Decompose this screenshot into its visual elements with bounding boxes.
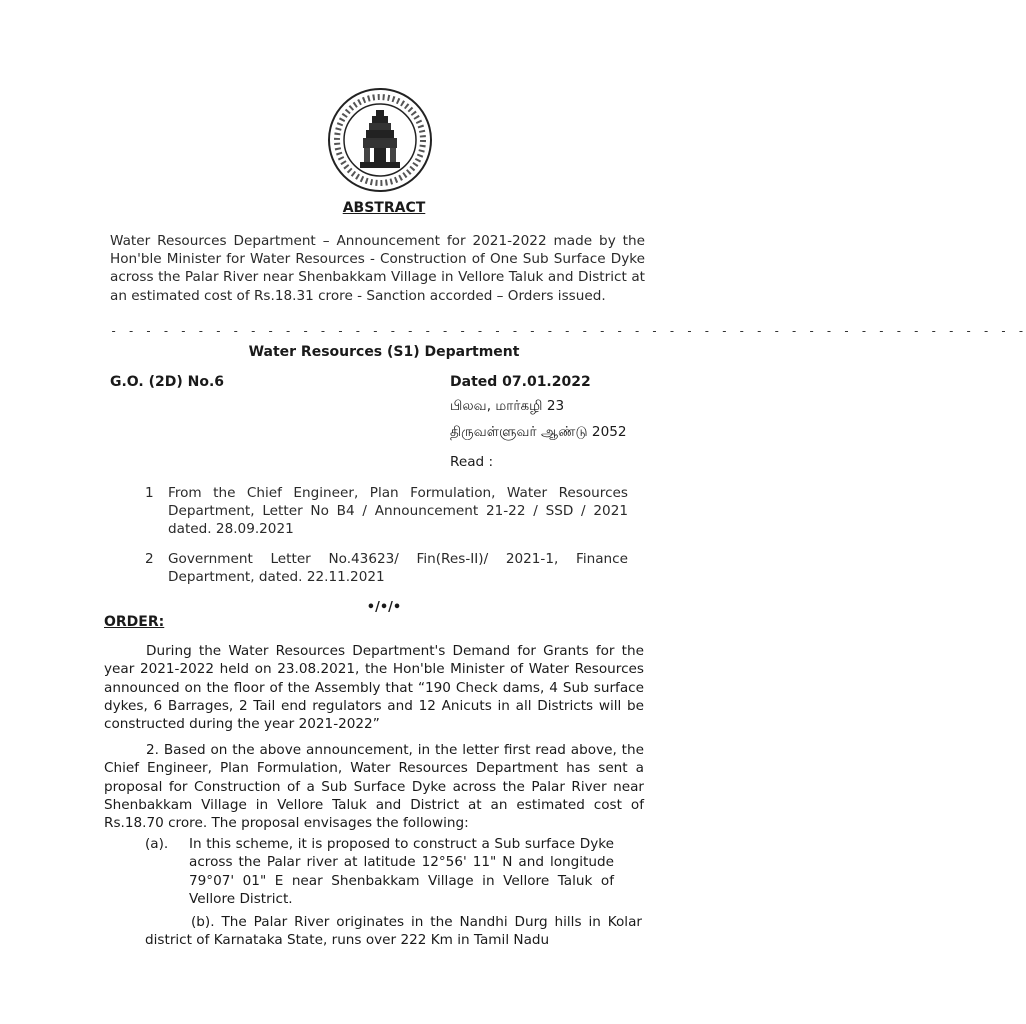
tamil-year: திருவள்ளுவர் ஆண்டு 2052 [450,424,627,440]
abstract-title: ABSTRACT [342,200,426,216]
order-paragraph: During the Water Resources Department's Demand for Grants for the year 2021-2022 held on 23.08.2021, the Hon'ble Minister of Water Resources announced on the floor of the Assembly that “190 Check dams, 4 Sub surface dykes, 6 Barrages, 2 Tail end regulators and 12 Anicuts in all Districts will be constructed during the year 2021-2022” [104,643,644,733]
dash-divider: - - - - - - - - - - - - - - - - - - - - - - - - - - - - - - - - - - - - - - - - - - - - - - - - - - - - - [110,324,1026,338]
reference-number: 1 [145,485,154,501]
tamil-date: பிலவ, மார்கழி 23 [450,398,565,414]
order-paragraph: 2. Based on the above announcement, in the letter first read above, the Chief Engineer, Plan Formulation, Water Resources Department has sent a proposal for Construction of a Sub Surface Dyke across the Palar River near Shenbakkam Village in Vellore Taluk and District at an estimated cost of Rs.18.70 crore. The proposal envisages the following: [104,742,644,832]
sub-item-text: In this scheme, it is proposed to construct a Sub surface Dyke across the Palar river at latitude 12°56' 11" N and longitude 79°07' 01" E near Shenbakkam Village in Vellore Taluk of Vellore District. [189,836,614,907]
abstract-text: Water Resources Department – Announcement for 2021-2022 made by the Hon'ble Minister for Water Resources - Construction of One Sub Surface Dyke across the Palar River near Shenbakkam Village in Vellore Taluk and District at an estimated cost of Rs.18.31 crore - Sanction accorded – Orders issued. [110,233,645,304]
order-heading: ORDER: [104,614,165,630]
sub-item-body: The Palar River originates in the Nandhi Durg hills in Kolar district of Karnataka State, runs over 222 Km in Tamil Nadu [145,914,642,949]
go-number: G.O. (2D) No.6 [110,374,225,390]
sub-item-label: (b). [191,914,215,930]
department-title: Water Resources (S1) Department [248,344,520,360]
dated-label: Dated 07.01.2022 [450,374,591,390]
section-separator: •/•/• [366,600,402,615]
tamil-nadu-emblem-icon [326,86,434,194]
reference-text: From the Chief Engineer, Plan Formulation, Water Resources Department, Letter No B4 / Announcement 21-22 / SSD / 2021 dated. 28.09.2021 [168,485,628,537]
read-label: Read : [450,454,494,470]
sub-item-label: (a). [145,836,169,852]
reference-number: 2 [145,551,154,567]
sub-item-text [145,913,642,950]
reference-text: Government Letter No.43623/ Fin(Res-II)/ 2021-1, Finance Department, dated. 22.11.2021 [168,551,628,585]
